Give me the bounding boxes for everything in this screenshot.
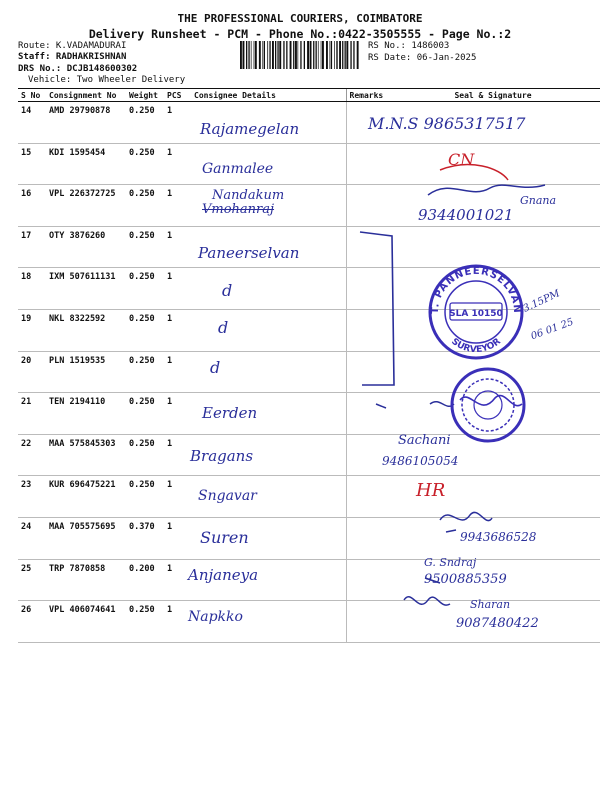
table-row [18,393,600,435]
row-pcs: 1 [164,601,191,643]
table-row [18,434,600,476]
rs-number: RS No.: 1486003 [368,41,450,51]
row-consignment: TEN 2194110 [46,393,126,435]
barcode-bar [286,41,287,69]
row-pcs: 1 [164,476,191,518]
row-sno: 18 [18,268,46,310]
barcode-bar [251,41,252,69]
row-sno: 19 [18,309,46,351]
col-pcs: PCS [164,89,191,102]
col-weight: Weight [126,89,164,102]
barcode-bar [255,41,257,69]
barcode-bar [316,41,317,69]
barcode-bar [283,41,284,69]
signature-name: Sharan [470,598,511,611]
barcode-bar [259,41,261,69]
row-pcs: 1 [164,351,191,393]
row-remarks-cell [346,393,386,435]
signature-phone: 9943686528 [460,530,537,544]
row-signature-cell [386,309,600,351]
row-consignment: TRP 7870858 [46,559,126,601]
signature-name: Sachani [398,433,451,448]
row-pcs: 1 [164,309,191,351]
stamp-role: SURVEYOR [449,336,503,356]
row-remarks-cell [346,517,386,559]
row-remarks-cell [346,226,386,268]
row-signature-cell [386,143,600,185]
table-row [18,309,600,351]
row-weight: 0.250 [126,434,164,476]
struck-name: Vmohanraj [202,202,275,217]
row-sno: 21 [18,393,46,435]
row-remarks-cell [346,309,386,351]
row-remarks-cell [346,476,386,518]
col-seal-signature: Seal & Signature [386,89,600,102]
row-remarks-cell [346,185,386,227]
row-consignment: VPL 226372725 [46,185,126,227]
barcode-bar [339,41,341,69]
barcode-bar [262,41,263,69]
barcode-bar [342,41,343,69]
row-consignment: AMD 29790878 [46,102,126,144]
row-pcs: 1 [164,185,191,227]
signature-phone: 9486105054 [382,454,459,468]
barcode-bar [307,41,309,69]
consignee-handwritten: Rajamegelan [200,120,300,138]
barcode-bar [279,41,281,69]
table-header-row [18,89,600,102]
row-consignment: PLN 1519535 [46,351,126,393]
barcode-bar [275,41,276,69]
table-row [18,226,600,268]
delivery-time: 3.15PM [521,288,562,315]
signature-phone: 9344001021 [418,206,514,224]
consignee-handwritten: Paneerselvan [198,244,300,262]
table-row [18,559,600,601]
row-weight: 0.250 [126,268,164,310]
row-signature-cell [386,226,600,268]
col-remarks: Remarks [346,89,386,102]
consignee-handwritten: Sngavar [198,488,257,504]
barcode-bar [336,41,337,69]
stamp-id: SLA 10150 [449,309,503,319]
consignee-handwritten: Ganmalee [202,161,274,177]
row-consignment: MAA 575845303 [46,434,126,476]
rs-date: RS Date: 06-Jan-2025 [368,53,477,63]
row-pcs: 1 [164,393,191,435]
row-weight: 0.250 [126,309,164,351]
table-row [18,476,600,518]
row-weight: 0.250 [126,393,164,435]
col-consignee: Consignee Details [191,89,346,102]
barcode-bar [326,41,328,69]
row-sno: 15 [18,143,46,185]
drs-number: DRS No.: DCJB148600302 [18,64,138,74]
barcode-bar [353,41,354,69]
vehicle-label: Vehicle: Two Wheeler Delivery [28,75,186,85]
barcode-bar [318,41,319,69]
row-sno: 23 [18,476,46,518]
row-weight: 0.250 [126,102,164,144]
consignee-handwritten: Bragans [190,447,254,465]
barcode-bar [310,41,312,69]
row-weight: 0.250 [126,226,164,268]
barcode-bar [246,41,247,69]
route-label: Route: K.VADAMADURAI [18,41,127,51]
barcode-bar [269,41,270,69]
consignee-handwritten: Nandakum [212,188,285,203]
runsheet-table [18,88,600,643]
staff-label: Staff: RADHAKRISHNAN [18,52,127,62]
row-remarks-cell [346,143,386,185]
barcode-bar [331,41,332,69]
barcode-bar [243,41,245,69]
table-row [18,351,600,393]
barcode-bar [304,41,305,69]
consignee-handwritten: Eerden [202,404,258,422]
row-remarks-cell [346,559,386,601]
barcode-image [240,41,360,69]
row-pcs: 1 [164,102,191,144]
row-consignment: IXM 507611131 [46,268,126,310]
row-sno: 14 [18,102,46,144]
row-consignment: OTY 3876260 [46,226,126,268]
table-row [18,268,600,310]
row-consignment: MAA 705575695 [46,517,126,559]
barcode-bar [350,41,351,69]
barcode-bar [277,41,278,69]
consignee-handwritten: Suren [200,528,249,547]
col-sno: S No [18,89,46,102]
barcode-bar [313,41,314,69]
row-remarks-cell [346,434,386,476]
barcode-bar [300,41,301,69]
company-title: THE PROFESSIONAL COURIERS, COIMBATORE [177,12,423,25]
row-pcs: 1 [164,559,191,601]
row-weight: 0.250 [126,351,164,393]
row-sno: 22 [18,434,46,476]
barcode-bar [270,41,271,69]
row-signature-cell [386,351,600,393]
stamp-name: T. PANNEERSELVAN [429,265,523,315]
ditto-mark: d [218,318,229,337]
row-pcs: 1 [164,226,191,268]
row-weight: 0.250 [126,476,164,518]
row-consignment: KUR 696475221 [46,476,126,518]
row-consignee-cell [191,309,346,351]
barcode-bar [337,41,338,69]
barcode-bar [330,41,331,69]
barcode-bar [334,41,335,69]
row-weight: 0.250 [126,185,164,227]
barcode-bar [267,41,268,69]
row-remarks-cell [346,268,386,310]
row-weight: 0.250 [126,143,164,185]
row-sno: 24 [18,517,46,559]
row-consignment: VPL 406074641 [46,601,126,643]
row-signature-cell [386,393,600,435]
runsheet-subtitle: Delivery Runsheet - PCM - Phone No.:0422-3505555 - Page No.:2 [88,27,512,41]
signature-phone: 9087480422 [456,616,539,631]
row-consignment: KDI 1595454 [46,143,126,185]
barcode-bar [293,41,294,69]
barcode-bar [295,41,297,69]
row-weight: 0.200 [126,559,164,601]
barcode-bar [346,41,348,69]
signature-phone: 9500885359 [424,572,507,587]
barcode-bar [321,41,322,69]
ditto-mark: d [210,358,221,377]
row-sno: 20 [18,351,46,393]
ditto-mark: d [222,281,233,300]
signature-name: G. Sndraj [424,556,477,569]
consignee-handwritten: Napkko [188,609,243,625]
row-remarks-cell [346,601,386,643]
row-pcs: 1 [164,268,191,310]
barcode-bar [248,41,249,69]
row-sno: 26 [18,601,46,643]
barcode-bar [298,41,299,69]
red-initials: CN [448,150,475,169]
row-sno: 25 [18,559,46,601]
delivery-date: 06 01 25 [529,316,576,343]
row-pcs: 1 [164,434,191,476]
row-signature-cell [386,268,600,310]
row-consignment: NKL 8322592 [46,309,126,351]
row-sno: 16 [18,185,46,227]
row-pcs: 1 [164,143,191,185]
col-consignment: Consignment No [46,89,126,102]
signature-phone: M.N.S 9865317517 [368,114,526,133]
barcode-bar [240,41,242,69]
row-weight: 0.370 [126,517,164,559]
consignee-handwritten: Anjaneya [188,566,259,584]
red-initials: HR [416,480,446,501]
row-sno: 17 [18,226,46,268]
signature-name: Gnana [520,194,557,207]
barcode-bar [264,41,265,69]
row-pcs: 1 [164,517,191,559]
barcode-bar [322,41,324,69]
row-consignee-cell [191,268,346,310]
barcode-bar [290,41,292,69]
row-remarks-cell [346,351,386,393]
barcode-bar [345,41,346,69]
row-weight: 0.250 [126,601,164,643]
barcode-bar [272,41,274,69]
table-row [18,143,600,185]
barcode-bar [357,41,359,69]
barcode-bar [254,41,255,69]
